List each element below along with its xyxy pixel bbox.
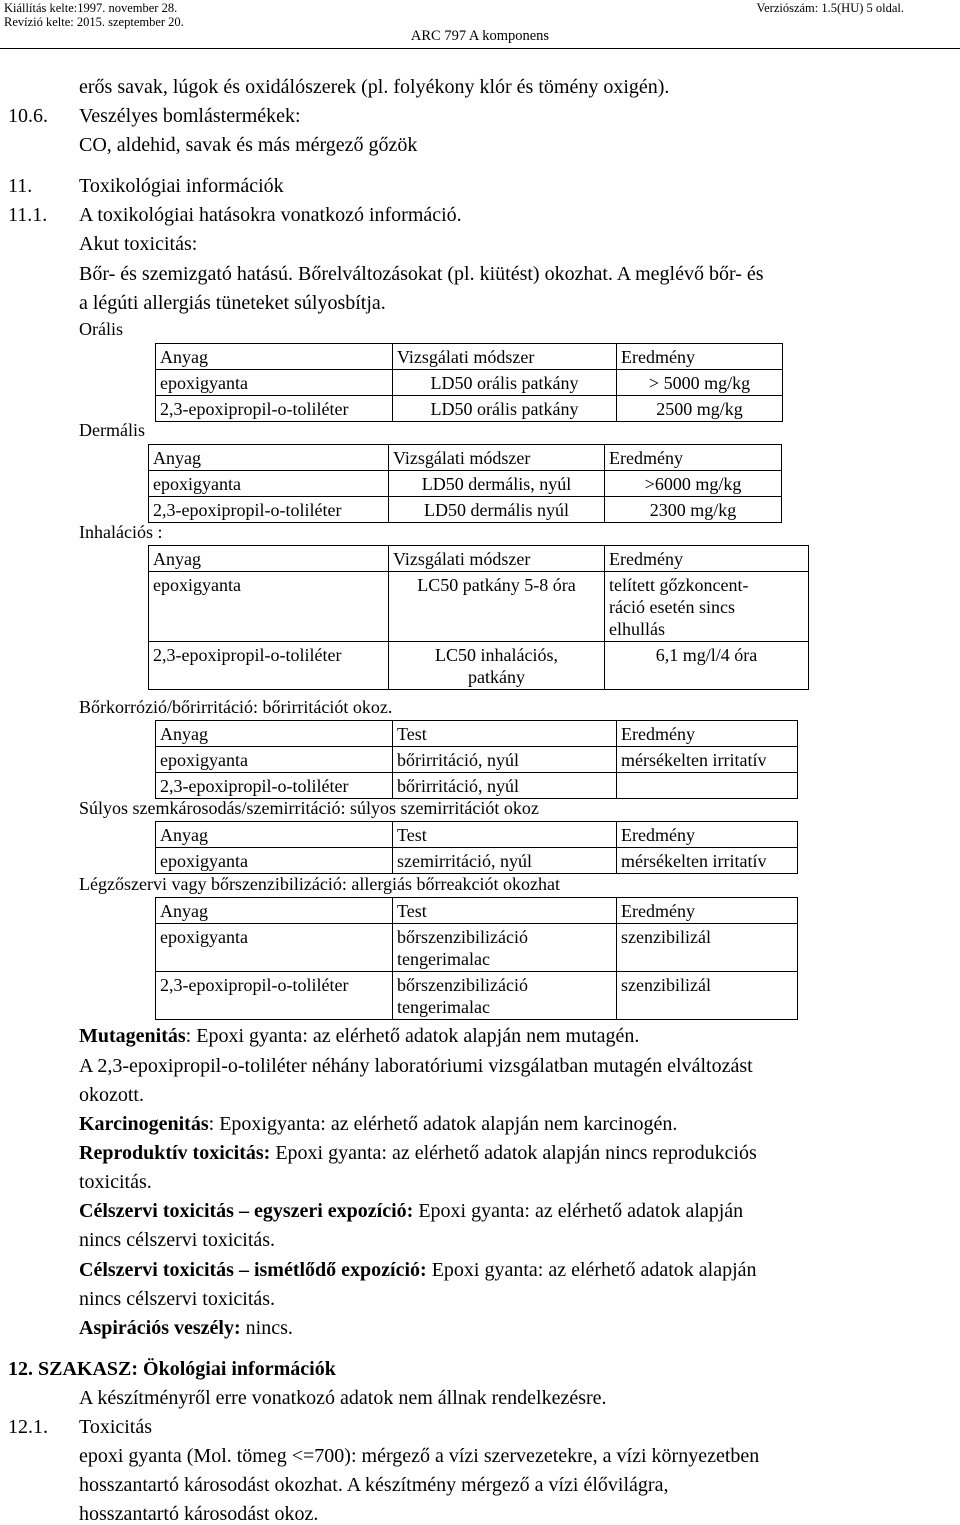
header-cell: Vizsgálati módszer	[389, 546, 605, 572]
table-cell: szenzibilizál	[617, 972, 798, 1020]
section-12-1-title: Toxicitás	[79, 1416, 153, 1438]
header-cell: Test	[393, 898, 617, 924]
eye-damage-table	[155, 821, 798, 874]
mutagenicity-paragraph	[79, 1026, 639, 1046]
dermal-toxicity-table	[148, 444, 782, 523]
stot-single-label: Célszervi toxicitás – egyszeri expozíció:	[79, 1200, 414, 1222]
section-11-number: 11.	[8, 175, 33, 197]
stot-repeated-text-2: nincs célszervi toxicitás.	[79, 1288, 276, 1310]
inhalation-label: Inhalációs :	[79, 522, 163, 542]
table-cell: 2500 mg/kg	[617, 396, 783, 422]
skin-corrosion-table	[155, 720, 798, 799]
table-row	[156, 747, 798, 773]
table-row	[149, 572, 809, 642]
table-cell: mérsékelten irritatív	[617, 848, 798, 874]
section-12-text: A készítményről erre vonatkozó adatok nem állnak rendelkezésre.	[79, 1387, 607, 1409]
carcinogenicity-label: Karcinogenitás	[79, 1113, 209, 1135]
oral-toxicity-table	[155, 343, 783, 422]
header-cell: Test	[393, 721, 617, 747]
table-row	[149, 471, 782, 497]
ecotox-text-1: epoxi gyanta (Mol. tömeg <=700): mérgező a vízi szervezetekre, a vízi környezetben	[79, 1445, 760, 1467]
table-cell: epoxigyanta	[156, 747, 393, 773]
table-header-row	[156, 822, 798, 848]
table-cell: epoxigyanta	[156, 370, 393, 396]
header-cell: Eredmény	[605, 546, 809, 572]
header-cell: Anyag	[156, 898, 393, 924]
table-cell: >6000 mg/kg	[605, 471, 782, 497]
table-cell: LD50 orális patkány	[393, 370, 617, 396]
table-cell: 2,3-epoxipropil-o-toliléter	[156, 972, 393, 1020]
header-cell: Anyag	[149, 546, 389, 572]
acute-toxicity-text-2: a légúti allergiás tüneteket súlyosbítja.	[79, 292, 386, 314]
table-cell: 2,3-epoxipropil-o-toliléter	[156, 396, 393, 422]
table-cell: 6,1 mg/l/4 óra	[605, 642, 809, 690]
stot-single-text: Epoxi gyanta: az elérhető adatok alapján	[413, 1200, 744, 1222]
header-cell: Anyag	[156, 721, 393, 747]
table-cell: bőrirritáció, nyúl	[393, 747, 617, 773]
aspiration-paragraph	[79, 1318, 293, 1338]
issue-date: Kiállítás kelte:1997. november 28.	[4, 1, 178, 15]
header-cell: Eredmény	[617, 822, 798, 848]
table-row	[149, 642, 809, 690]
table-row	[156, 924, 798, 972]
section-11-1-number: 11.1.	[8, 204, 48, 226]
acute-toxicity-label: Akut toxicitás:	[79, 233, 198, 255]
ecotox-text-3: hosszantartó károsodást okoz.	[79, 1503, 319, 1525]
carcinogenicity-text: : Epoxigyanta: az elérhető adatok alapján nem karcinogén.	[208, 1113, 678, 1135]
mutagenicity-label: Mutagenitás	[79, 1025, 186, 1047]
revision-date: Revízió kelte: 2015. szeptember 20.	[4, 15, 184, 29]
inhalation-toxicity-table	[148, 545, 809, 690]
aspiration-label: Aspirációs veszély:	[79, 1317, 241, 1339]
table-cell: epoxigyanta	[149, 471, 389, 497]
table-cell: 2300 mg/kg	[605, 497, 782, 523]
table-header-row	[149, 445, 782, 471]
table-cell	[617, 773, 798, 799]
table-cell: bőrirritáció, nyúl	[393, 773, 617, 799]
table-row	[156, 370, 783, 396]
table-cell: 2,3-epoxipropil-o-toliléter	[149, 642, 389, 690]
table-cell: telített gőzkoncent- ráció esetén sincs elhullás	[605, 572, 809, 642]
reproductive-label: Reproduktív toxicitás:	[79, 1142, 271, 1164]
table-cell: 2,3-epoxipropil-o-toliléter	[149, 497, 389, 523]
table-row	[156, 848, 798, 874]
reproductive-text: Epoxi gyanta: az elérhető adatok alapján nincs reprodukciós	[270, 1142, 757, 1164]
section-12-title: 12. SZAKASZ: Ökológiai információk	[8, 1358, 336, 1380]
table-row	[156, 773, 798, 799]
table-cell: szenzibilizál	[617, 924, 798, 972]
table-cell: bőrszenzibilizáció tengerimalac	[393, 972, 617, 1020]
table-header-row	[156, 344, 783, 370]
table-cell: LD50 dermális, nyúl	[389, 471, 605, 497]
mutagenicity-text-2: A 2,3-epoxipropil-o-toliléter néhány laboratóriumi vizsgálatban mutagén elváltozást	[79, 1055, 753, 1077]
header-cell: Vizsgálati módszer	[393, 344, 617, 370]
carcinogenicity-paragraph	[79, 1114, 677, 1134]
header-cell: Eredmény	[617, 344, 783, 370]
header-cell: Eredmény	[617, 898, 798, 924]
header-divider	[0, 48, 960, 49]
incompatible-materials-text: erős savak, lúgok és oxidálószerek (pl. folyékony klór és tömény oxigén).	[79, 76, 670, 98]
table-cell: > 5000 mg/kg	[617, 370, 783, 396]
section-11-title: Toxikológiai információk	[79, 175, 284, 197]
table-cell: epoxigyanta	[149, 572, 389, 642]
table-row	[156, 972, 798, 1020]
table-row	[149, 497, 782, 523]
dermal-label: Dermális	[79, 420, 145, 440]
eye-damage-label: Súlyos szemkárosodás/szemirritáció: súlyos szemirritációt okoz	[79, 798, 539, 818]
header-cell: Test	[393, 822, 617, 848]
header-cell: Vizsgálati módszer	[389, 445, 605, 471]
stot-repeated-paragraph	[79, 1260, 757, 1280]
section-10-6-number: 10.6.	[8, 105, 48, 127]
table-cell: bőrszenzibilizáció tengerimalac	[393, 924, 617, 972]
product-name: ARC 797 A komponens	[410, 28, 550, 44]
table-cell: mérsékelten irritatív	[617, 747, 798, 773]
header-cell: Anyag	[156, 344, 393, 370]
table-cell: epoxigyanta	[156, 848, 393, 874]
oral-label: Orális	[79, 319, 123, 339]
table-header-row	[156, 721, 798, 747]
header-cell: Eredmény	[617, 721, 798, 747]
stot-repeated-text: Epoxi gyanta: az elérhető adatok alapján	[426, 1259, 757, 1281]
reproductive-paragraph	[79, 1143, 757, 1163]
stot-repeated-label: Célszervi toxicitás – ismétlődő expozíció:	[79, 1259, 427, 1281]
acute-toxicity-text-1: Bőr- és szemizgató hatású. Bőrelváltozásokat (pl. kiütést) okozhat. A meglévő bőr- és	[79, 263, 764, 285]
ecotox-text-2: hosszantartó károsodást okozhat. A készítmény mérgező a vízi élővilágra,	[79, 1474, 669, 1496]
skin-corrosion-label: Bőrkorrózió/bőrirritáció: bőrirritációt okoz.	[79, 697, 393, 717]
table-cell: LC50 inhalációs, patkány	[389, 642, 605, 690]
table-cell: LD50 orális patkány	[393, 396, 617, 422]
table-row	[156, 396, 783, 422]
table-cell: LD50 dermális nyúl	[389, 497, 605, 523]
table-header-row	[156, 898, 798, 924]
section-10-6-title: Veszélyes bomlástermékek:	[79, 105, 301, 127]
table-cell: szemirritáció, nyúl	[393, 848, 617, 874]
table-cell: epoxigyanta	[156, 924, 393, 972]
aspiration-text: nincs.	[240, 1317, 293, 1339]
mutagenicity-text: : Epoxi gyanta: az elérhető adatok alapján nem mutagén.	[185, 1025, 640, 1047]
header-cell: Anyag	[156, 822, 393, 848]
stot-single-paragraph	[79, 1201, 743, 1221]
table-cell: 2,3-epoxipropil-o-toliléter	[156, 773, 393, 799]
mutagenicity-text-3: okozott.	[79, 1084, 144, 1106]
table-header-row	[149, 546, 809, 572]
section-11-1-title: A toxikológiai hatásokra vonatkozó információ.	[79, 204, 462, 226]
version-page: Verziószám: 1.5(HU) 5 oldal.	[756, 1, 904, 15]
decomposition-products-text: CO, aldehid, savak és más mérgező gőzök	[79, 134, 418, 156]
sensitisation-label: Légzőszervi vagy bőrszenzibilizáció: allergiás bőrreakciót okozhat	[79, 874, 560, 894]
sensitisation-table	[155, 897, 798, 1020]
header-cell: Anyag	[149, 445, 389, 471]
header-cell: Eredmény	[605, 445, 782, 471]
reproductive-text-2: toxicitás.	[79, 1171, 152, 1193]
table-cell: LC50 patkány 5-8 óra	[389, 572, 605, 642]
stot-single-text-2: nincs célszervi toxicitás.	[79, 1229, 276, 1251]
section-12-1-number: 12.1.	[8, 1416, 48, 1438]
